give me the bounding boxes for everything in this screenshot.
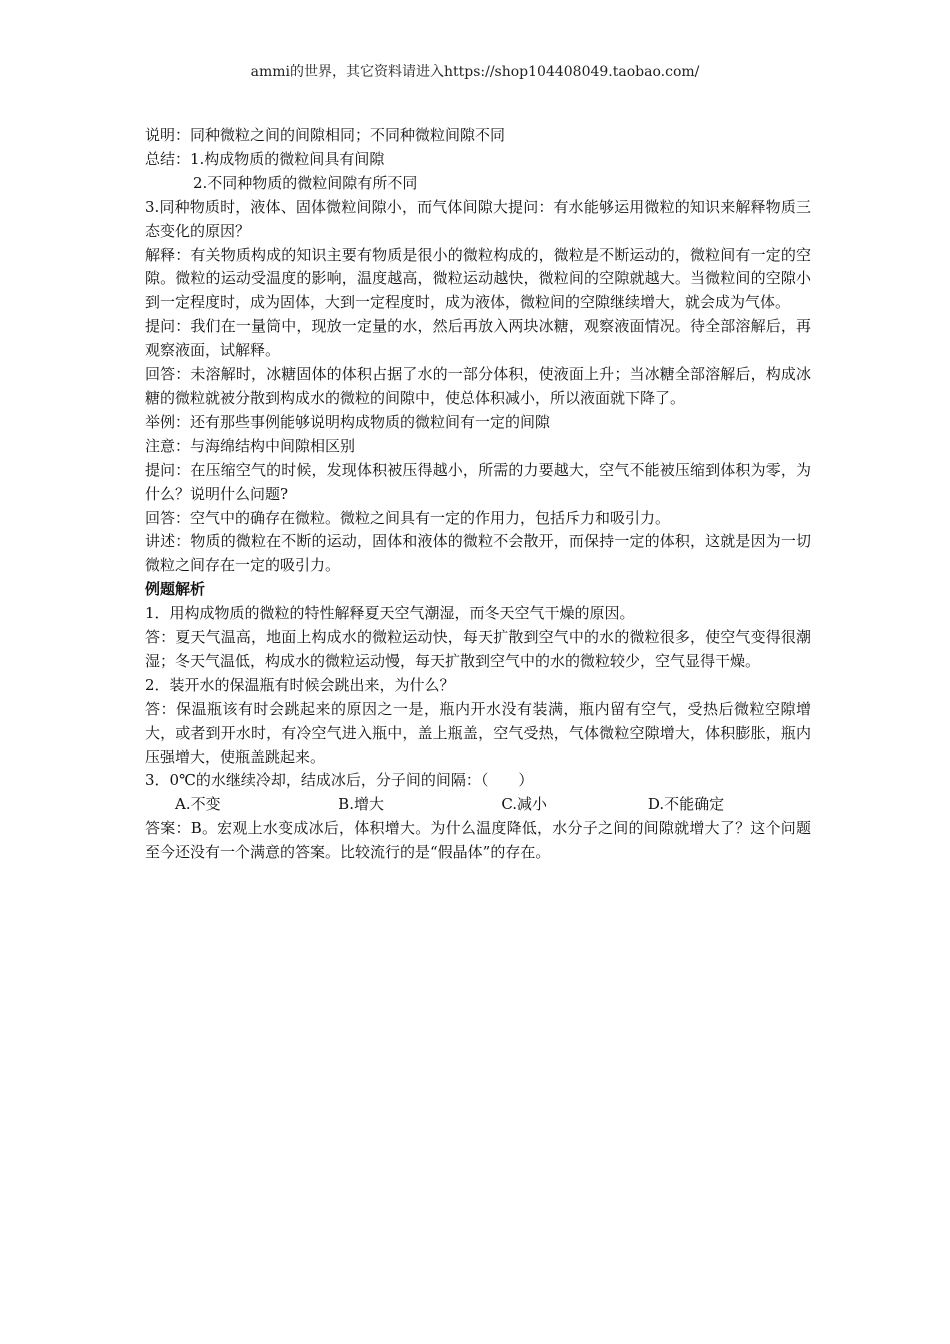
- paragraph-question-cylinder: 提问：我们在一量筒中，现放一定量的水，然后再放入两块冰糖，观察液面情况。待全部溶解后，再观察液面，试解释。: [145, 317, 811, 360]
- paragraph-lecture: 讲述：物质的微粒在不断的运动，固体和液体的微粒不会散开，而保持一定的体积，这就是因为一切微粒之间存在一定的吸引力。: [145, 532, 811, 575]
- example-question-1: 1．用构成物质的微粒的特性解释夏天空气潮湿，而冬天空气干燥的原因。: [145, 604, 635, 623]
- option-d: D.不能确定: [647, 795, 725, 814]
- paragraph-summary-1: 总结：1.构成物质的微粒间具有间隙: [145, 149, 385, 168]
- example-question-2: 2．装开水的保温瓶有时候会跳出来，为什么？: [145, 675, 455, 694]
- paragraph-example: 举例：还有那些事例能够说明构成物质的微粒间有一定的间隙: [145, 412, 551, 431]
- document-body: [145, 124, 811, 865]
- paragraph-answer-compress: 回答：空气中的确存在微粒。微粒之间具有一定的作用力，包括斥力和吸引力。: [145, 508, 671, 527]
- paragraph-question-compress: 提问：在压缩空气的时候，发现体积被压得越小，所需的力要越大，空气不能被压缩到体积为零，为什么？说明什么问题?: [145, 460, 811, 503]
- paragraph-summary-2: 2.不同种物质的微粒间隙有所不同: [193, 173, 418, 192]
- paragraph-explanation: 说明：同种微粒之间的间隙相同；不同种微粒间隙不同: [145, 126, 506, 144]
- paragraph-summary-3-question: 3.同种物质时，液体、固体微粒间隙小，而气体间隙大提问：有水能够运用微粒的知识来解释物质三态变化的原因？: [145, 197, 811, 240]
- page-header: ammi的世界，其它资料请进入https://shop104408049.taobao.com/: [250, 64, 700, 80]
- example-answer-1: 答：夏天气温高，地面上构成水的微粒运动快，每天扩散到空气中的水的微粒很多，使空气变得很潮湿；冬天气温低，构成水的微粒运动慢，每天扩散到空气中的水的微粒较少，空气显得干燥。: [145, 628, 811, 670]
- option-c: C.减小: [501, 795, 548, 814]
- example-answer-3: 答案：B。宏观上水变成冰后，体积增大。为什么温度降低，水分子之间的间隙就增大了？这个问题至今还没有一个满意的答案。比较流行的是“假晶体”的存在。: [145, 819, 811, 862]
- example-answer-2: 答：保温瓶该有时会跳起来的原因之一是，瓶内开水没有装满，瓶内留有空气，受热后微粒空隙增大，或者到开水时，有冷空气进入瓶中，盖上瓶盖，空气受热，气体微粒空隙增大，体积膨胀，瓶内压强增大，使瓶盖跳起来。: [145, 699, 811, 766]
- paragraph-answer-cylinder: 回答：未溶解时，冰糖固体的体积占据了水的一部分体积，使液面上升；当冰糖全部溶解后，构成冰糖的微粒就被分散到构成水的微粒的间隙中，使总体积减小，所以液面就下降了。: [145, 365, 811, 407]
- example-question-3: 3．0℃的水继续冷却，结成冰后，分子间的间隔：（ ）: [145, 771, 534, 790]
- option-a: A.不变: [175, 795, 221, 814]
- paragraph-note: 注意：与海绵结构中间隙相区别: [145, 436, 356, 455]
- option-b: B.增大: [338, 795, 384, 814]
- example-3-options: [145, 793, 811, 817]
- paragraph-interpretation: 解释：有关物质构成的知识主要有物质是很小的微粒构成的，微粒是不断运动的，微粒间有一定的空隙。微粒的运动受温度的影响，温度越高，微粒运动越快，微粒间的空隙就越大。当微粒间的空隙小到一定程度时，成为固体，大到一定程度时，成为液体，微粒间的空隙继续增大，就会成为气体。: [145, 245, 811, 312]
- section-title-examples: 例题解析: [145, 580, 206, 599]
